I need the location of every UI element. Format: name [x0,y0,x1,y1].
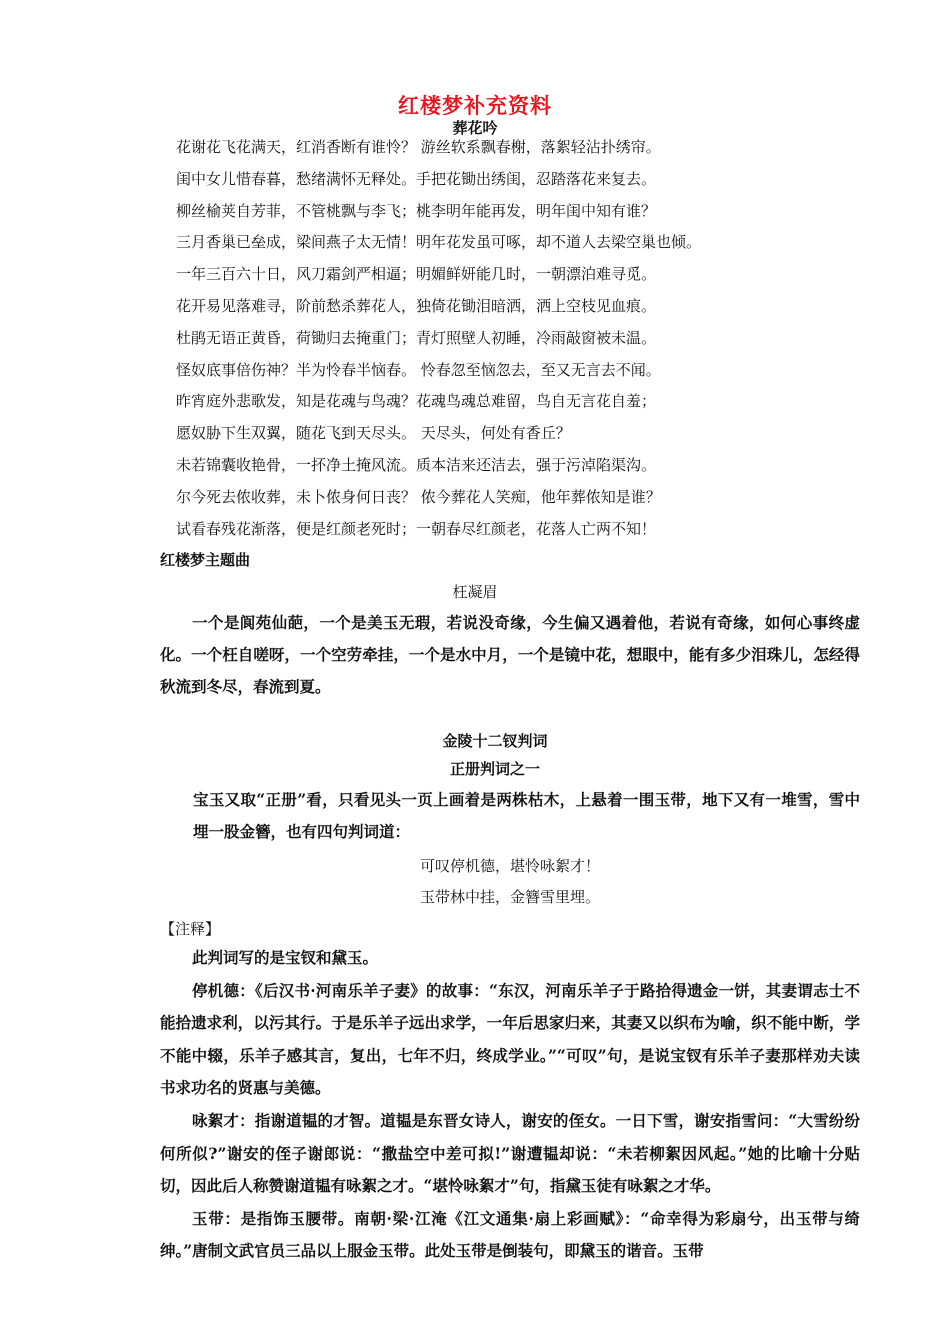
poem-line: 花开易见落难寻，阶前愁杀葬花人，独倚花锄泪暗洒，洒上空枝见血痕。 [176,296,657,315]
section-title: 金陵十二钗判词 [442,732,548,750]
poem-line: 闺中女儿惜春暮，愁绪满怀无释处。手把花锄出绣闺，忍踏落花来复去。 [176,169,657,188]
verse-line-2: 玉带林中挂，金簪雪里埋。 [419,888,600,906]
poem-line: 柳丝榆荚自芳菲，不管桃飘与李飞；桃李明年能再发，明年闺中知有谁？ [176,201,657,220]
section-paragraph: 宝玉又取“正册”看，只看见头一页上画着是两株枯木，上悬着一围玉带，地下又有一堆雪，雪中埋一股金簪，也有四句判词道： [193,790,860,841]
poem-line: 愿奴胁下生双翼，随花飞到天尽头。 天尽头，何处有香丘？ [176,424,571,443]
poem-lines [176,132,896,545]
poem-line: 花谢花飞花满天，红消香断有谁怜？ 游丝软系飘春榭，落絮轻沾扑绣帘。 [176,138,661,156]
note-paragraph: 玉带：是指饰玉腰带。南朝·梁·江淹《江文通集·扇上彩画赋》：“命幸得为彩扇兮，出玉带与绮绅。”唐制文武官员三品以上服金玉带。此处玉带是倒装句，即黛玉的谐音。玉带 [160,1208,860,1261]
theme-song-paragraph: 一个是阆苑仙葩，一个是美玉无瑕，若说没奇缘，今生偏又遇着他，若说有奇缘，如何心事终虚化。一个枉自嗟呀，一个空劳牵挂，一个是水中月，一个是镜中花，想眼中，能有多少泪珠儿，怎经得秋流到冬尽，春流到夏。 [160,613,860,696]
poem-line: 未若锦囊收艳骨，一抔净土掩风流。质本洁来还洁去，强于污淖陷渠沟。 [176,455,657,474]
poem-line: 一年三百六十日，风刀霜剑严相逼；明媚鲜妍能几时，一朝漂泊难寻觅。 [176,265,657,284]
note-paragraph: 停机德：《后汉书·河南乐羊子妻》的故事：“东汉，河南乐羊子于路拾得遗金一饼，其妻谓志士不能拾遗求利，以污其行。于是乐羊子远出求学，一年后思家归来，其妻又以织布为喻，织不能中断，学不能中辍，乐羊子感其言，复出，七年不归，终成学业。”“可叹”句，是说宝钗有乐羊子妻那样劝夫读书求功名的贤惠与美德。 [160,980,860,1098]
poem-line: 尔今死去侬收葬，未卜侬身何日丧？ 侬今葬花人笑痴，他年葬侬知是谁？ [176,487,661,506]
theme-heading: 红楼梦主题曲 [160,551,251,569]
document-title: 红楼梦补充资料 [398,93,552,118]
section-subtitle: 正册判词之一 [449,760,540,778]
poem-line: 三月香巢已垒成，梁间燕子太无情！明年花发虽可啄，却不道人去梁空巢也倾。 [176,233,702,252]
note-paragraph: 咏絮才：指谢道韫的才智。道韫是东晋女诗人，谢安的侄女。一日下雪，谢安指雪问：“大雪纷纷何所似?”谢安的侄子谢郎说：“撒盐空中差可拟!”谢遭韫却说：“未若柳絮因风起。”她的比喻十分贴切，因此后人称赞谢道韫有咏絮之才。“堪怜咏絮才”句，指黛玉徒有咏絮之才华。 [160,1110,860,1196]
poem-line: 昨宵庭外悲歌发，知是花魂与鸟魂？花魂鸟魂总难留，鸟自无言花自羞； [176,392,657,411]
notes-body [160,942,860,1268]
poem-line: 怪奴底事倍伤神？半为怜春半恼春。 怜春忽至恼忽去，至又无言去不闻。 [176,360,661,379]
section-text [193,784,860,848]
theme-song-text [160,607,860,703]
poem-line: 试看春残花渐落，便是红颜老死时；一朝春尽红颜老，花落人亡两不知！ [176,519,657,538]
poem-title: 葬花吟 [452,119,498,137]
note-paragraph: 此判词写的是宝钗和黛玉。 [192,948,379,967]
verse-line-1: 可叹停机德，堪怜咏絮才！ [419,857,600,875]
notes-label: 【注释】 [160,920,221,938]
poem-line: 杜鹃无语正黄昏，荷锄归去掩重门；青灯照壁人初睡，冷雨敲窗被未温。 [176,328,657,347]
theme-song-title: 枉凝眉 [452,583,498,601]
